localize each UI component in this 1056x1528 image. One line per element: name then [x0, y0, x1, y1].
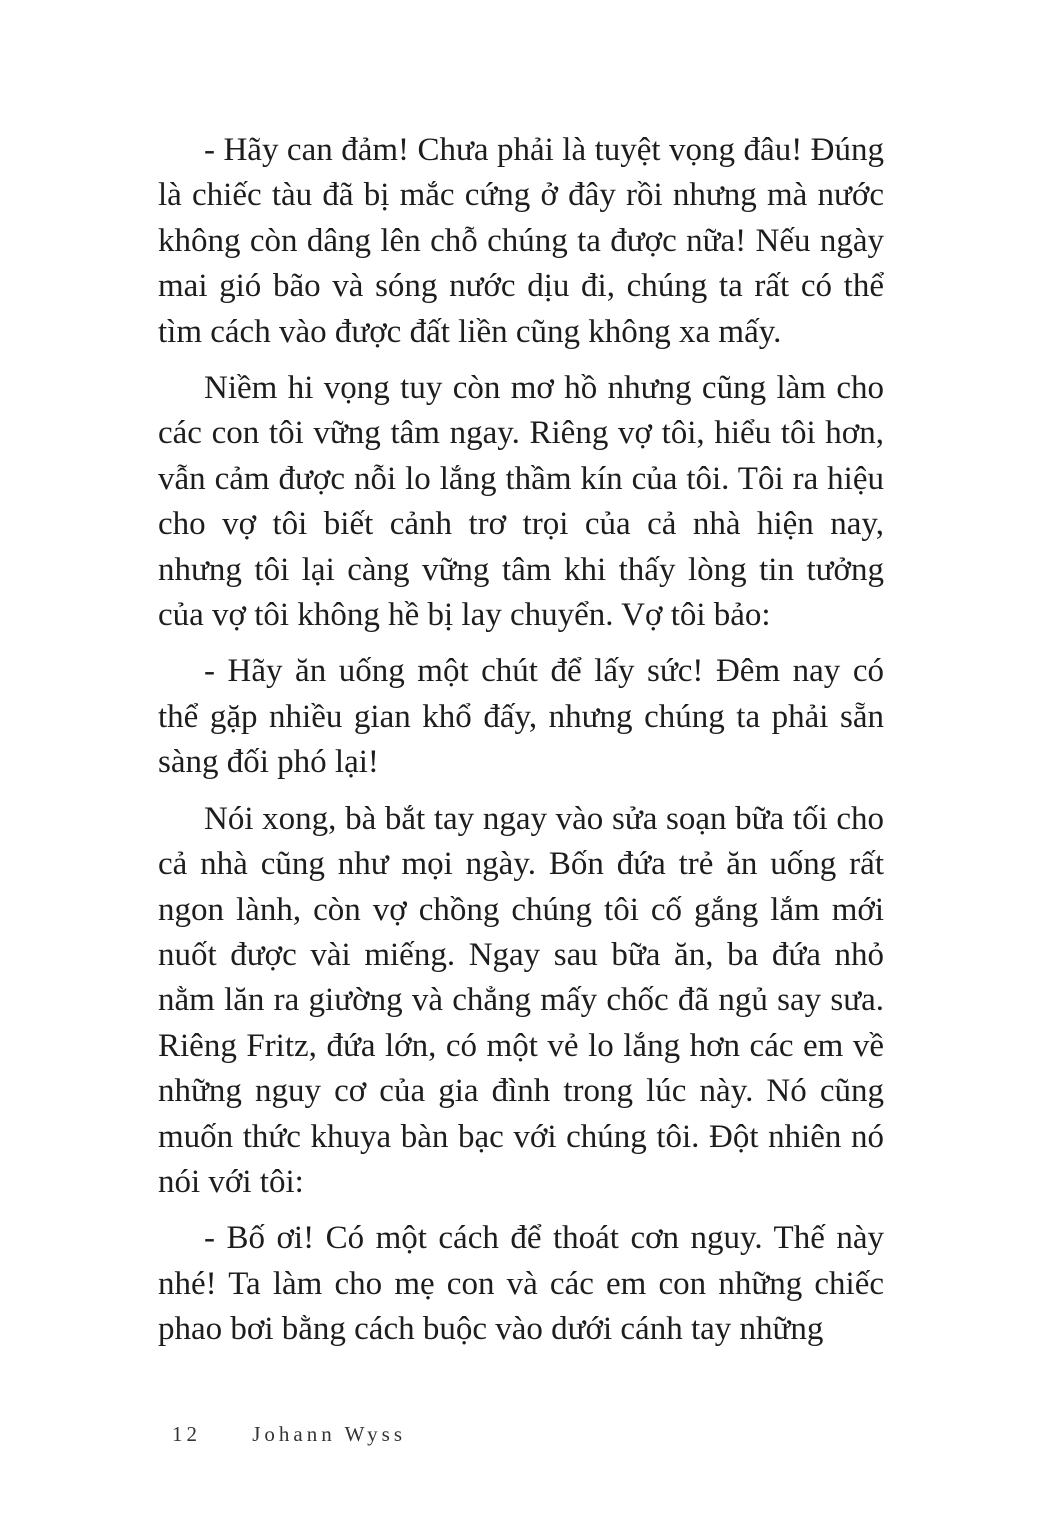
- body-text: [158, 128, 884, 1364]
- paragraph: - Hãy ăn uống một chút để lấy sức! Đêm nay có thể gặp nhiều gian khổ đấy, nhưng chúng ta phải sẵn sàng đối phó lại!: [158, 653, 884, 781]
- paragraph: Nói xong, bà bắt tay ngay vào sửa soạn bữa tối cho cả nhà cũng như mọi ngày. Bốn đứa trẻ ăn uống rất ngon lành, còn vợ chồng chúng tôi cố gắng lắm mới nuốt được vài miếng. Ngay sau bữa ăn, ba đứa nhỏ nằm lăn ra giường và chẳng mấy chốc đã ngủ say sưa. Riêng Fritz, đứa lớn, có một vẻ lo lắng hơn các em về những nguy cơ của gia đình trong lúc này. Nó cũng muốn thức khuya bàn bạc với chúng tôi. Đột nhiên nó nói với tôi:: [158, 800, 884, 1200]
- paragraph: - Bố ơi! Có một cách để thoát cơn nguy. Thế này nhé! Ta làm cho mẹ con và các em con những chiếc phao bơi bằng cách buộc vào dưới cánh tay những: [158, 1220, 884, 1348]
- page-number: 12: [172, 1422, 201, 1446]
- author-name: Johann Wyss: [252, 1422, 407, 1446]
- paragraph: Niềm hi vọng tuy còn mơ hồ nhưng cũng làm cho các con tôi vững tâm ngay. Riêng vợ tôi, hiểu tôi hơn, vẫn cảm được nỗi lo lắng thầm kín của tôi. Tôi ra hiệu cho vợ tôi biết cảnh trơ trọi của cả nhà hiện nay, nhưng tôi lại càng vững tâm khi thấy lòng tin tưởng của vợ tôi không hề bị lay chuyển. Vợ tôi bảo:: [158, 370, 884, 634]
- paragraph: - Hãy can đảm! Chưa phải là tuyệt vọng đâu! Đúng là chiếc tàu đã bị mắc cứng ở đây rồi nhưng mà nước không còn dâng lên chỗ chúng ta được nữa! Nếu ngày mai gió bão và sóng nước dịu đi, chúng ta rất có thể tìm cách vào được đất liền cũng không xa mấy.: [158, 132, 884, 350]
- running-footer: [172, 1422, 406, 1447]
